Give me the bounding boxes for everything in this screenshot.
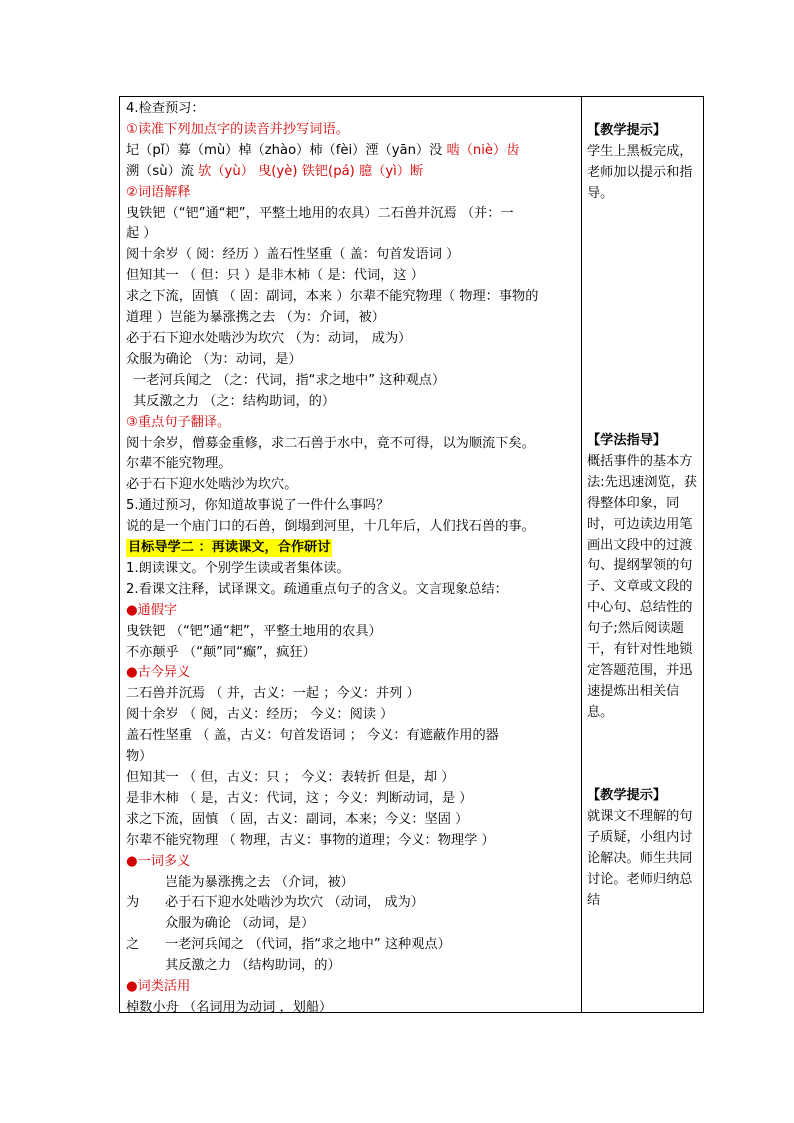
main-text-line: 2.看课文注释，试译课文。疏通重点句子的含义。文言现象总结： [126, 581, 508, 597]
main-text-line [126, 663, 578, 684]
main-text-line: 盖石性坚重 （ 盖，古义：句首发语词 ； 今义：有遮蔽作用的器 [126, 728, 499, 744]
main-text-line: ②词语解释 [126, 184, 191, 200]
main-text-line: 其反激之力 （结构助词，的） [165, 958, 341, 974]
main-text-line: 棹数小舟 （名词用为动词 ，划船） [126, 999, 333, 1015]
pronunciation-text-red: 欤（yù） 曳(yè) 铁钯(pá) 臆（yì）断 [198, 163, 424, 179]
main-text-line: 必于石下迎水处啮沙为坎穴 （为：动词， 成为） [126, 330, 412, 346]
main-text-line: 阅十余岁 （ 阅，古义：经历； 今义：阅读 ） [126, 707, 394, 723]
pronunciation-text: 溯（sù）流 [126, 163, 199, 179]
polysemy-character: 之 [126, 937, 140, 953]
polysemy-example: 一老河兵闻之 （代词，指“求之地中” 这种观点） [165, 937, 451, 953]
bullet-dot-icon: ● [126, 979, 138, 995]
main-text-line [126, 538, 578, 559]
main-text-line [126, 141, 578, 162]
main-text-line: 求之下流，固慎 （ 固：副词，本来 ）尔辈不能究物理（ 物理：事物的 [126, 289, 539, 305]
main-text-line: 物） [126, 749, 153, 765]
pronunciation-text: 圮（pǐ）募（mù）棹（zhào）柿（fèi）湮（yān）没 [126, 142, 447, 158]
main-text-line: 必于石下迎水处啮沙为坎穴。 [126, 477, 298, 493]
main-text-line: 曳铁钯 （“钯”通“耙”，平整土地用的农具） [126, 623, 382, 639]
side-tip-heading: 【教学提示】 [587, 123, 667, 138]
side-tip-body: 概括事件的基本方法:先迅速浏览，获得整体印象，同时，可边读边用笔画出文段中的过渡句、提纲挈领的句子、文章或文段的中心句、总结性的句子;然后阅读题干，有针对性地锁定答题范围，并迅速提炼出相关信息。 [587, 453, 697, 720]
polysemy-example: 必于石下迎水处啮沙为坎穴 （动词， 成为） [165, 895, 424, 911]
main-text-line: 阅十余岁，僧募金重修，求二石兽于水中，竟不可得，以为顺流下矣。 [126, 435, 535, 451]
main-text-line: 尔辈不能究物理 （ 物理，古义：事物的道理；今义：物理学 ） [126, 832, 495, 848]
main-text-line: 5.通过预习，你知道故事说了一件什么事吗？ [126, 498, 390, 514]
side-tip-heading: 【教学提示】 [587, 788, 667, 803]
main-text-line: 众服为确论 （为：动词，是） [126, 351, 302, 367]
main-text-line: 但知其一 （ 但：只 ）是非木柿（ 是：代词，这 ） [126, 268, 424, 284]
main-text-line: 不亦颠乎 （“颠”同“癫”，疯狂） [126, 644, 316, 660]
main-text-line: 其反激之力 （之：结构助词，的） [133, 393, 336, 409]
category-label: 词类活用 [137, 979, 191, 995]
pronunciation-text-red: 啮（niè）齿 [446, 142, 520, 158]
main-text-line: ③重点句子翻译。 [126, 414, 231, 430]
polysemy-character: 为 [126, 895, 140, 911]
main-text-line [126, 601, 578, 622]
main-text-line [126, 162, 578, 183]
category-label: 一词多义 [137, 853, 191, 869]
side-tip-heading: 【学法指导】 [587, 433, 667, 448]
main-text-line: 说的是一个庙门口的石兽，倒塌到河里，十几年后，人们找石兽的事。 [126, 519, 535, 535]
main-text-line: 4.检查预习： [126, 101, 205, 116]
main-content-column [126, 99, 578, 1019]
main-text-line [126, 977, 578, 998]
main-text-line: 起 ） [126, 226, 157, 242]
category-label: 通假字 [137, 602, 178, 618]
main-text-line: 是非木柿 （ 是，古义：代词，这 ；今义：判断动词，是 ） [126, 790, 473, 806]
column-divider [581, 97, 582, 1012]
main-text-line: 但知其一 （ 但，古义：只 ； 今义：表转折 但是，却 ） [126, 770, 455, 785]
side-tip-body: 就课文不理解的句子质疑，小组内讨论解决。师生共同讨论。老师归纳总结 [587, 808, 693, 908]
main-text-line: 阅十余岁（ 阅：经历 ）盖石性坚重（ 盖：句首发语词 ） [126, 247, 460, 263]
bullet-dot-icon: ● [126, 853, 138, 869]
category-label: 古今异义 [137, 665, 191, 681]
main-text-line: 曳铁钯（“钯”通“耙”，平整土地用的农具）二石兽并沉焉 （并：一 [126, 205, 514, 221]
main-text-line: 岂能为暴涨携之去 （介词，被） [165, 874, 354, 890]
lesson-table [119, 96, 704, 1013]
main-text-line: 道理 ）岂能为暴涨携之去 （为：介词，被） [126, 310, 385, 326]
main-text-line [126, 852, 578, 873]
side-tip-teaching-2 [587, 786, 701, 911]
side-tip-teaching-1 [587, 121, 701, 205]
main-text-line [126, 935, 578, 956]
bullet-dot-icon: ● [126, 665, 138, 681]
side-tip-body: 学生上黑板完成，老师加以提示和指导。 [587, 143, 693, 201]
main-text-line: 一老河兵闻之 （之：代词，指“求之地中” 这种观点） [133, 372, 446, 388]
main-text-line: 尔辈不能究物理。 [126, 456, 232, 472]
side-tip-method [587, 431, 701, 724]
section-heading-highlight: 目标导学二 ：再读课文，合作研讨 [128, 540, 331, 556]
main-text-line: ①读准下列加点字的读音并抄写词语。 [126, 121, 349, 137]
bullet-dot-icon: ● [126, 602, 138, 618]
main-text-line: 众服为确论 （动词，是） [165, 916, 315, 932]
main-text-line: 求之下流，固慎 （ 固，古义：副词，本来；今义：坚固 ） [126, 811, 469, 827]
main-text-line: 二石兽并沉焉 （ 并，古义：一起 ；今义：并列 ） [126, 686, 420, 702]
main-text-line: 1.朗读课文。个别学生读或者集体读。 [126, 560, 350, 576]
main-text-line [126, 893, 578, 914]
